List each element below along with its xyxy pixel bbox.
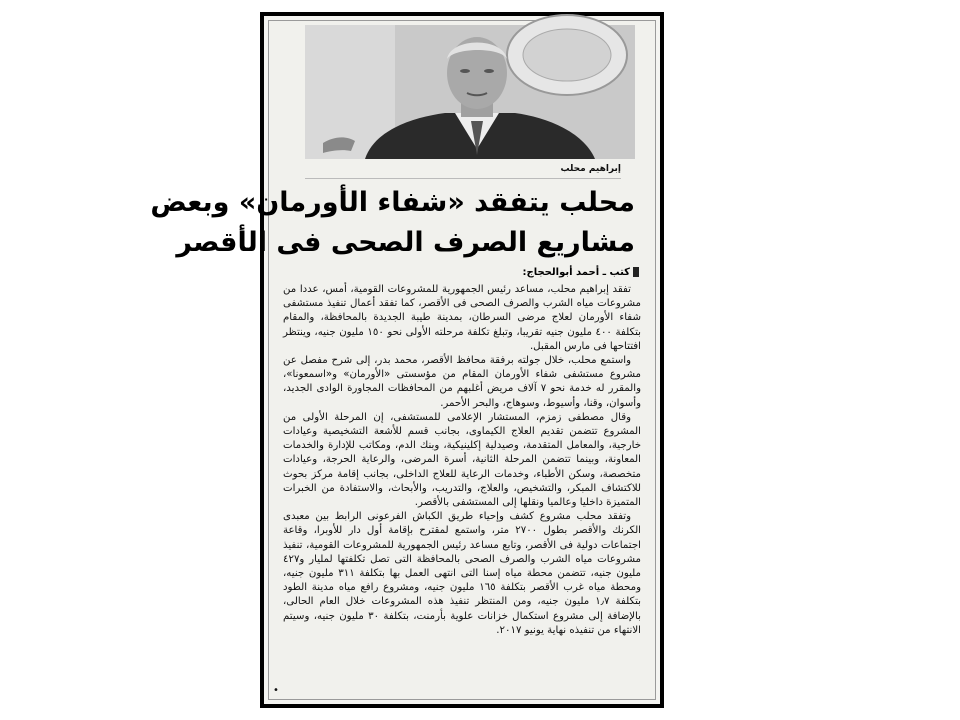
article-paragraph-4: وتفقد محلب مشروع كشف وإحياء طريق الكباش الفرعونى الرابط بين معبدى الكرنك والأقصر بطول ٢٧٠٠ متر، واستمع لمقترح بإقامة أول دار للأوبرا، وقاعة اجتماعات دولية فى الأقصر، وتابع مساعد رئيس الجمهورية للمشروعات القومية، تنفيذ مشروعات مياه الشرب والصرف الصحى بالمحافظة التى تصل تكلفتها لمليار و٤٢٧ مليون جنيه، تتضمن محطة مياه إسنا التى انتهى العمل بها بتكلفة ٣١١ مليون جنيه، ومحطة مياه غرب الأقصر بتكلفة ١٦٥ مليون جنيه، ومشروع رافع مياه مدينة الطود بتكلفة ١٫٧ مليون جنيه، ومن المنتظر تنفيذ هذه المشروعات خلال العام الحالى، بالإضافة إلى مشروع استكمال خزانات علوية بأرمنت، بتكلفة ٣٠ مليون جنيه، وسيتم الانتهاء من تنفيذه نهاية يونيو ٢٠١٧. <box>283 511 642 636</box>
newspaper-clipping <box>150 12 664 708</box>
portrait-photo-illustration <box>305 25 635 159</box>
headline <box>150 183 635 263</box>
byline <box>523 267 639 278</box>
article-paragraph-3: وقال مصطفى زمزم، المستشار الإعلامى للمستشفى، إن المرحلة الأولى من المشروع تتضمن تقديم العلاج الكيماوى، بجانب قسم للأشعة التشخيصية وعيادات خارجية، والمعامل المتقدمة، وصيدلية إكلينيكية، وبنك الدم، ومكاتب للإدارة والخدمات المعاونة، وبينما تتضمن المرحلة الثانية، أسرة المرضى، والرعاية الحرجة، وعيادات متخصصة، وسكن الأطباء، وخدمات الرعاية للعلاج الداخلى، بجانب إقامة مركز بحوث للاكتشاف المبكر، والتشخيص، والعلاج، والتدريب، والأبحاث، والاستفادة من الخبرات المتميزة داخليا وعالميا ونقلها إلى المستشفى بالأقصر. <box>283 411 641 509</box>
article-body <box>283 283 641 638</box>
article-paragraph-1: تفقد إبراهيم محلب، مساعد رئيس الجمهورية للمشروعات القومية، أمس، عددا من مشروعات مياه الشرب والصرف الصحى فى الأقصر، كما تفقد أعمال تنفيذ مستشفى شفاء الأورمان لعلاج مرضى السرطان، بمدينة طيبة الجديدة بالمحافظة، والمقام بتكلفة ٤٠٠ مليون جنيه تقريبا، وتبلغ تكلفة مرحلته الأولى نحو ١٥٠ مليون جنيه، وينتظر افتتاحها فى مارس المقبل. <box>283 284 641 352</box>
byline-text: كتب ـ أحمد أبوالحجاج: <box>522 267 630 278</box>
headline-line-1: محلب يتفقد «شفاء الأورمان» وبعض <box>150 187 635 218</box>
photo-caption: إبراهيم محلب <box>560 164 621 174</box>
article-photo <box>305 25 635 159</box>
byline-marker <box>633 267 639 277</box>
caption-divider <box>305 178 621 179</box>
clipping-page <box>150 20 656 700</box>
headline-line-2: مشاريع الصرف الصحى فى الأقصر <box>176 227 635 258</box>
column-marker: • <box>273 685 279 696</box>
article-paragraph-2: واستمع محلب، خلال جولته برفقة محافظ الأقصر، محمد بدر، إلى شرح مفصل عن مشروع مستشفى شفاء الأورمان المقام من مؤسستى «الأورمان» و«اسمعونا»، والمقرر له خدمة نحو ٧ آلاف مريض أغلبهم من المحافظات المجاورة الوادى الجديد، وأسوان، وقنا، وأسيوط، وسوهاج، والبحر الأحمر. <box>283 355 641 409</box>
